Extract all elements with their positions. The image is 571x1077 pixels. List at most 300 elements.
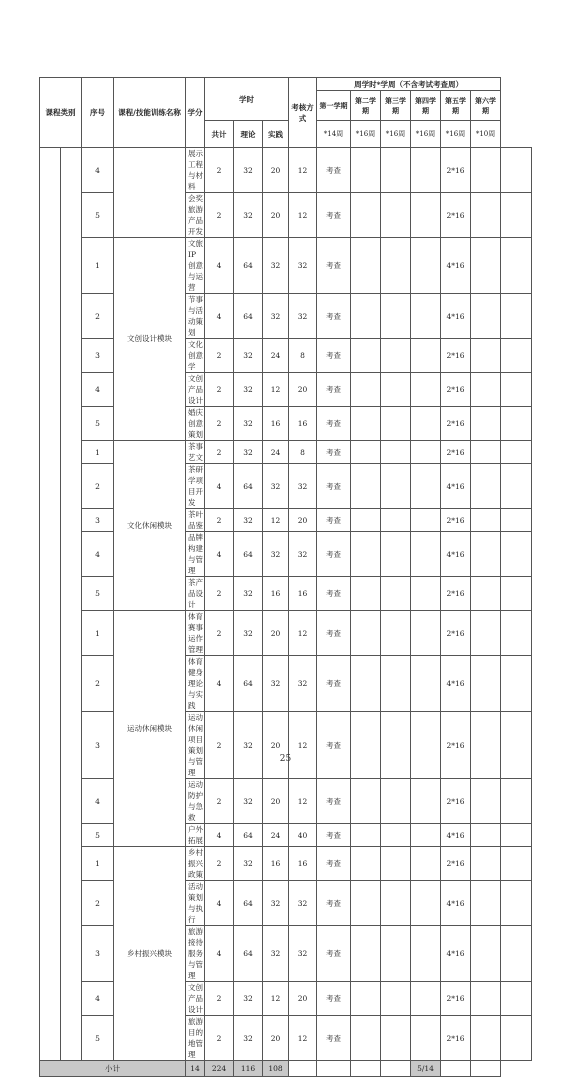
cell-seq: 1 — [82, 847, 114, 881]
category-cell — [40, 148, 61, 1061]
cell-term-2 — [381, 926, 411, 982]
cell-term-6 — [501, 464, 532, 509]
cell-credits: 2 — [205, 1016, 234, 1061]
cell-term-3 — [411, 193, 441, 238]
term-6-name: 第六学期 — [471, 91, 501, 121]
subtotal-credits: 14 — [186, 1061, 205, 1077]
cell-hours-theory: 12 — [263, 982, 289, 1016]
term-6-weeks: *10周 — [471, 121, 501, 148]
cell-term-2 — [381, 982, 411, 1016]
cell-term-2 — [381, 611, 411, 656]
table-row — [40, 532, 532, 577]
cell-seq: 2 — [82, 464, 114, 509]
cell-course-name: 文创产品设计 — [186, 373, 205, 407]
cell-term-6 — [501, 982, 532, 1016]
cell-exam: 考查 — [317, 847, 351, 881]
cell-credits: 4 — [205, 238, 234, 294]
cell-term-6 — [501, 611, 532, 656]
cell-course-name: 运动防护与急救 — [186, 779, 205, 824]
cell-credits: 4 — [205, 532, 234, 577]
cell-term-4: 2*16 — [441, 339, 471, 373]
cell-term-5 — [471, 982, 501, 1016]
table-body — [40, 148, 532, 1077]
cell-hours-total: 64 — [234, 238, 263, 294]
cell-course-name: 文创产品设计 — [186, 982, 205, 1016]
cell-hours-total: 64 — [234, 294, 263, 339]
cell-term-1 — [351, 712, 381, 779]
cell-credits: 2 — [205, 193, 234, 238]
cell-term-3 — [411, 339, 441, 373]
cell-hours-practice: 32 — [289, 656, 317, 712]
cell-seq: 3 — [82, 339, 114, 373]
cell-term-3 — [411, 238, 441, 294]
cell-term-5 — [471, 193, 501, 238]
subtotal-hours-theory: 116 — [234, 1061, 263, 1077]
cell-term-4: 4*16 — [441, 656, 471, 712]
term-1-weeks: *14周 — [317, 121, 351, 148]
header-exam: 考核方式 — [289, 78, 317, 148]
cell-credits: 2 — [205, 373, 234, 407]
cell-exam: 考查 — [317, 464, 351, 509]
module-name: 运动休闲模块 — [114, 611, 186, 847]
cell-hours-practice: 32 — [289, 926, 317, 982]
cell-term-2 — [381, 373, 411, 407]
cell-exam: 考查 — [317, 441, 351, 464]
cell-hours-theory: 24 — [263, 441, 289, 464]
cell-exam: 考查 — [317, 577, 351, 611]
cell-credits: 2 — [205, 611, 234, 656]
cell-course-name: 节事与活动策划 — [186, 294, 205, 339]
cell-term-2 — [381, 532, 411, 577]
cell-term-3 — [411, 982, 441, 1016]
cell-term-4: 2*16 — [441, 509, 471, 532]
cell-term-6 — [501, 441, 532, 464]
cell-course-name: 婚庆创意策划 — [186, 407, 205, 441]
header-seq: 序号 — [82, 78, 114, 148]
cell-term-4: 4*16 — [441, 464, 471, 509]
cell-hours-practice: 32 — [289, 294, 317, 339]
cell-credits: 4 — [205, 464, 234, 509]
cell-seq: 5 — [82, 824, 114, 847]
cell-term-3 — [411, 407, 441, 441]
subtotal-term-6 — [471, 1061, 501, 1077]
term-3-name: 第三学期 — [381, 91, 411, 121]
cell-credits: 4 — [205, 656, 234, 712]
cell-term-4: 4*16 — [441, 532, 471, 577]
cell-term-3 — [411, 779, 441, 824]
cell-term-2 — [381, 847, 411, 881]
subtotal-hours-total: 224 — [205, 1061, 234, 1077]
cell-course-name: 体育健身理论与实践 — [186, 656, 205, 712]
cell-credits: 2 — [205, 148, 234, 193]
module-name — [114, 148, 186, 238]
cell-term-5 — [471, 373, 501, 407]
cell-hours-total: 32 — [234, 577, 263, 611]
table-row — [40, 656, 532, 712]
cell-term-1 — [351, 193, 381, 238]
cell-term-1 — [351, 926, 381, 982]
cell-hours-practice: 12 — [289, 1016, 317, 1061]
cell-term-1 — [351, 509, 381, 532]
cell-term-2 — [381, 148, 411, 193]
cell-term-6 — [501, 577, 532, 611]
cell-seq: 3 — [82, 712, 114, 779]
cell-hours-practice: 12 — [289, 779, 317, 824]
cell-term-5 — [471, 712, 501, 779]
cell-seq: 4 — [82, 373, 114, 407]
cell-hours-total: 32 — [234, 339, 263, 373]
cell-term-4: 2*16 — [441, 1016, 471, 1061]
term-1-name: 第一学期 — [317, 91, 351, 121]
cell-exam: 考查 — [317, 294, 351, 339]
cell-term-1 — [351, 982, 381, 1016]
cell-term-3 — [411, 712, 441, 779]
cell-hours-theory: 20 — [263, 611, 289, 656]
table-row — [40, 712, 532, 779]
cell-term-1 — [351, 339, 381, 373]
cell-term-6 — [501, 193, 532, 238]
cell-term-6 — [501, 373, 532, 407]
cell-credits: 2 — [205, 847, 234, 881]
table-row — [40, 881, 532, 926]
cell-term-2 — [381, 577, 411, 611]
cell-seq: 3 — [82, 509, 114, 532]
cell-seq: 1 — [82, 238, 114, 294]
cell-term-1 — [351, 847, 381, 881]
cell-exam: 考查 — [317, 1016, 351, 1061]
cell-hours-theory: 32 — [263, 294, 289, 339]
cell-hours-total: 64 — [234, 464, 263, 509]
cell-course-name: 运动休闲项目策划与管理 — [186, 712, 205, 779]
cell-term-4: 2*16 — [441, 611, 471, 656]
cell-hours-theory: 16 — [263, 407, 289, 441]
cell-seq: 4 — [82, 779, 114, 824]
cell-course-name: 旅游接待服务与管理 — [186, 926, 205, 982]
cell-hours-total: 64 — [234, 881, 263, 926]
cell-term-3 — [411, 824, 441, 847]
cell-hours-theory: 32 — [263, 926, 289, 982]
term-4-name: 第四学期 — [411, 91, 441, 121]
cell-term-1 — [351, 779, 381, 824]
cell-term-1 — [351, 238, 381, 294]
cell-term-3 — [411, 464, 441, 509]
cell-term-4: 2*16 — [441, 407, 471, 441]
cell-hours-total: 32 — [234, 1016, 263, 1061]
cell-seq: 2 — [82, 656, 114, 712]
cell-term-5 — [471, 824, 501, 847]
cell-hours-practice: 8 — [289, 441, 317, 464]
cell-hours-total: 64 — [234, 656, 263, 712]
cell-course-name: 展示工程与材料 — [186, 148, 205, 193]
cell-term-6 — [501, 779, 532, 824]
cell-term-3 — [411, 532, 441, 577]
cell-term-2 — [381, 824, 411, 847]
cell-term-5 — [471, 656, 501, 712]
cell-term-2 — [381, 441, 411, 464]
cell-term-3 — [411, 577, 441, 611]
cell-hours-practice: 16 — [289, 407, 317, 441]
cell-credits: 4 — [205, 824, 234, 847]
cell-term-4: 4*16 — [441, 881, 471, 926]
cell-course-name: 会奖旅游产品开发 — [186, 193, 205, 238]
cell-term-4: 4*16 — [441, 238, 471, 294]
cell-term-3 — [411, 611, 441, 656]
cell-hours-practice: 12 — [289, 148, 317, 193]
cell-exam: 考查 — [317, 238, 351, 294]
cell-term-2 — [381, 464, 411, 509]
table-row — [40, 339, 532, 373]
cell-term-5 — [471, 238, 501, 294]
table-row — [40, 982, 532, 1016]
cell-seq: 5 — [82, 577, 114, 611]
cell-term-4: 2*16 — [441, 847, 471, 881]
cell-hours-theory: 20 — [263, 712, 289, 779]
subtotal-term-2 — [351, 1061, 381, 1077]
cell-term-6 — [501, 712, 532, 779]
cell-exam: 考查 — [317, 712, 351, 779]
header-hours-total: 共计 — [205, 121, 234, 148]
subcategory-cell — [61, 148, 82, 1061]
cell-hours-total: 32 — [234, 441, 263, 464]
cell-term-3 — [411, 441, 441, 464]
page-number: 25 — [279, 754, 292, 764]
subtotal-label: 小计 — [40, 1061, 186, 1077]
cell-hours-total: 32 — [234, 712, 263, 779]
cell-term-6 — [501, 339, 532, 373]
cell-term-1 — [351, 407, 381, 441]
cell-seq: 4 — [82, 982, 114, 1016]
cell-hours-practice: 20 — [289, 509, 317, 532]
term-5-weeks: *16周 — [441, 121, 471, 148]
cell-term-2 — [381, 407, 411, 441]
cell-seq: 4 — [82, 532, 114, 577]
cell-course-name: 户外拓展 — [186, 824, 205, 847]
cell-term-6 — [501, 294, 532, 339]
subtotal-exam — [289, 1061, 317, 1077]
cell-term-4: 2*16 — [441, 577, 471, 611]
cell-hours-practice: 16 — [289, 577, 317, 611]
cell-term-2 — [381, 238, 411, 294]
cell-hours-total: 32 — [234, 373, 263, 407]
cell-credits: 2 — [205, 441, 234, 464]
cell-term-2 — [381, 193, 411, 238]
cell-term-6 — [501, 926, 532, 982]
cell-term-6 — [501, 847, 532, 881]
cell-term-2 — [381, 294, 411, 339]
cell-term-5 — [471, 779, 501, 824]
cell-term-5 — [471, 294, 501, 339]
cell-term-6 — [501, 148, 532, 193]
cell-term-3 — [411, 656, 441, 712]
cell-term-1 — [351, 532, 381, 577]
cell-course-name: 茶事艺文 — [186, 441, 205, 464]
cell-term-2 — [381, 339, 411, 373]
module-name: 乡村振兴模块 — [114, 847, 186, 1061]
cell-term-2 — [381, 509, 411, 532]
cell-term-1 — [351, 611, 381, 656]
cell-term-1 — [351, 464, 381, 509]
cell-hours-theory: 20 — [263, 1016, 289, 1061]
header-hours-theory: 理论 — [234, 121, 263, 148]
subtotal-term-1 — [317, 1061, 351, 1077]
cell-hours-total: 32 — [234, 779, 263, 824]
cell-hours-practice: 12 — [289, 712, 317, 779]
cell-term-2 — [381, 779, 411, 824]
header-name: 课程/技能训练名称 — [114, 78, 186, 148]
module-name: 文创设计模块 — [114, 238, 186, 441]
cell-hours-theory: 32 — [263, 881, 289, 926]
cell-exam: 考查 — [317, 982, 351, 1016]
cell-course-name: 乡村振兴政策 — [186, 847, 205, 881]
cell-hours-total: 64 — [234, 824, 263, 847]
cell-term-4: 2*16 — [441, 982, 471, 1016]
cell-term-3 — [411, 148, 441, 193]
term-2-weeks: *16周 — [351, 121, 381, 148]
header-hours: 学时 — [205, 78, 289, 121]
cell-hours-theory: 32 — [263, 532, 289, 577]
cell-term-5 — [471, 464, 501, 509]
cell-term-6 — [501, 509, 532, 532]
cell-hours-practice: 12 — [289, 193, 317, 238]
cell-term-3 — [411, 926, 441, 982]
table-row — [40, 148, 532, 193]
table-row — [40, 577, 532, 611]
cell-term-5 — [471, 407, 501, 441]
table-row — [40, 611, 532, 656]
cell-hours-theory: 20 — [263, 148, 289, 193]
cell-term-1 — [351, 881, 381, 926]
cell-term-6 — [501, 238, 532, 294]
cell-hours-total: 32 — [234, 193, 263, 238]
cell-credits: 4 — [205, 881, 234, 926]
cell-course-name: 茶产品设计 — [186, 577, 205, 611]
cell-term-5 — [471, 577, 501, 611]
cell-term-2 — [381, 656, 411, 712]
cell-term-5 — [471, 509, 501, 532]
cell-hours-practice: 32 — [289, 881, 317, 926]
subtotal-row — [40, 1061, 532, 1077]
cell-hours-total: 32 — [234, 148, 263, 193]
cell-term-4: 4*16 — [441, 926, 471, 982]
cell-seq: 2 — [82, 294, 114, 339]
cell-credits: 2 — [205, 509, 234, 532]
table-row — [40, 294, 532, 339]
cell-hours-theory: 16 — [263, 577, 289, 611]
cell-term-1 — [351, 1016, 381, 1061]
term-3-weeks: *16周 — [381, 121, 411, 148]
header-credits: 学分 — [186, 78, 205, 148]
cell-credits: 2 — [205, 982, 234, 1016]
cell-hours-practice: 32 — [289, 464, 317, 509]
cell-term-1 — [351, 441, 381, 464]
cell-term-5 — [471, 339, 501, 373]
cell-term-2 — [381, 881, 411, 926]
cell-exam: 考查 — [317, 339, 351, 373]
cell-term-4: 2*16 — [441, 148, 471, 193]
cell-term-5 — [471, 148, 501, 193]
cell-hours-total: 64 — [234, 926, 263, 982]
cell-course-name: 文旅 IP 创意与运营 — [186, 238, 205, 294]
cell-hours-theory: 20 — [263, 193, 289, 238]
cell-hours-theory: 16 — [263, 847, 289, 881]
cell-hours-theory: 24 — [263, 339, 289, 373]
cell-exam: 考查 — [317, 509, 351, 532]
cell-hours-theory: 12 — [263, 373, 289, 407]
cell-term-3 — [411, 373, 441, 407]
cell-course-name: 茶研学项目开发 — [186, 464, 205, 509]
cell-course-name: 品牌构建与管理 — [186, 532, 205, 577]
cell-hours-total: 32 — [234, 509, 263, 532]
cell-exam: 考查 — [317, 926, 351, 982]
cell-term-5 — [471, 611, 501, 656]
subtotal-hours-practice: 108 — [263, 1061, 289, 1077]
cell-term-2 — [381, 712, 411, 779]
module-name: 文化休闲模块 — [114, 441, 186, 611]
cell-exam: 考查 — [317, 656, 351, 712]
cell-term-3 — [411, 509, 441, 532]
cell-term-3 — [411, 294, 441, 339]
table-row — [40, 441, 532, 464]
cell-term-4: 2*16 — [441, 441, 471, 464]
cell-seq: 5 — [82, 407, 114, 441]
cell-credits: 2 — [205, 712, 234, 779]
cell-course-name: 茶叶品鉴 — [186, 509, 205, 532]
table-row — [40, 926, 532, 982]
cell-exam: 考查 — [317, 824, 351, 847]
cell-term-4: 2*16 — [441, 712, 471, 779]
cell-hours-practice: 8 — [289, 339, 317, 373]
cell-term-6 — [501, 824, 532, 847]
cell-exam: 考查 — [317, 407, 351, 441]
cell-course-name: 旅游目的地管理 — [186, 1016, 205, 1061]
cell-hours-practice: 32 — [289, 238, 317, 294]
table-row — [40, 509, 532, 532]
cell-credits: 2 — [205, 339, 234, 373]
cell-credits: 4 — [205, 926, 234, 982]
cell-term-4: 2*16 — [441, 373, 471, 407]
subtotal-term-4: 5/14 — [411, 1061, 441, 1077]
cell-hours-total: 64 — [234, 532, 263, 577]
cell-hours-theory: 32 — [263, 464, 289, 509]
cell-hours-theory: 32 — [263, 238, 289, 294]
cell-hours-theory: 24 — [263, 824, 289, 847]
cell-term-4: 4*16 — [441, 824, 471, 847]
cell-term-6 — [501, 532, 532, 577]
cell-term-1 — [351, 148, 381, 193]
cell-exam: 考查 — [317, 532, 351, 577]
table-row — [40, 407, 532, 441]
cell-term-4: 2*16 — [441, 779, 471, 824]
cell-hours-practice: 40 — [289, 824, 317, 847]
table-row — [40, 779, 532, 824]
cell-hours-theory: 12 — [263, 509, 289, 532]
cell-seq: 5 — [82, 1016, 114, 1061]
cell-term-1 — [351, 373, 381, 407]
cell-term-6 — [501, 881, 532, 926]
table-row — [40, 373, 532, 407]
cell-hours-theory: 32 — [263, 656, 289, 712]
cell-term-5 — [471, 881, 501, 926]
cell-seq: 5 — [82, 193, 114, 238]
cell-hours-practice: 20 — [289, 982, 317, 1016]
cell-seq: 3 — [82, 926, 114, 982]
table-row — [40, 1016, 532, 1061]
cell-term-6 — [501, 1016, 532, 1061]
cell-term-3 — [411, 881, 441, 926]
term-2-name: 第二学期 — [351, 91, 381, 121]
cell-hours-total: 32 — [234, 847, 263, 881]
cell-exam: 考查 — [317, 611, 351, 656]
